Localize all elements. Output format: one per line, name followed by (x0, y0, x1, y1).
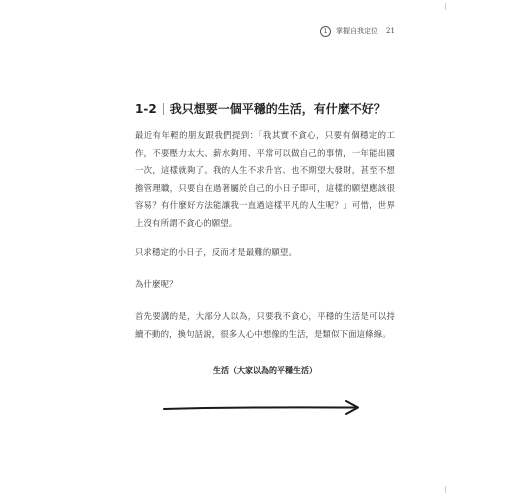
heading-divider (163, 103, 164, 115)
right-arrow-icon (160, 396, 365, 420)
crop-mark-top (445, 3, 446, 10)
paragraph-3: 為什麼呢？ (135, 279, 178, 289)
chapter-number-badge: 1 (320, 26, 331, 37)
paragraph-4: 首先要講的是，大部分人以為，只要我不貪心，平穩的生活是可以持續不動的，換句話說，很多人心中想像的生活，是類似下面這條線。 (135, 311, 395, 339)
section-title: 我只想要一個平穩的生活，有什麼不好？ (169, 102, 386, 116)
section-number: 1-2 (135, 101, 157, 116)
running-head (320, 24, 410, 38)
chapter-title: 掌握自我定位 (336, 27, 378, 35)
page-number: 21 (386, 27, 395, 35)
section-heading (135, 100, 395, 117)
life-line (164, 407, 356, 409)
crop-mark-bottom (445, 486, 446, 493)
figure-caption: 生活（大家以為的平穩生活） (213, 366, 317, 375)
paragraph-1: 最近有年輕的朋友跟我們提到：「我其實不貪心，只要有個穩定的工作，不要壓力太大、薪水夠用、平常可以做自己的事情，一年能出國一次，這樣就夠了。我的人生不求升官、也不期望大發財，甚至不想擔管理職，只要自在過著屬於自己的小日子即可，這樣的願望應該很容易？有什麼好方法能讓我一直過這樣平凡的人生呢？」可惜，世界上沒有所謂不貪心的願望。 (135, 130, 395, 228)
paragraph-2: 只求穩定的小日子，反而才是最難的願望。 (135, 247, 297, 257)
